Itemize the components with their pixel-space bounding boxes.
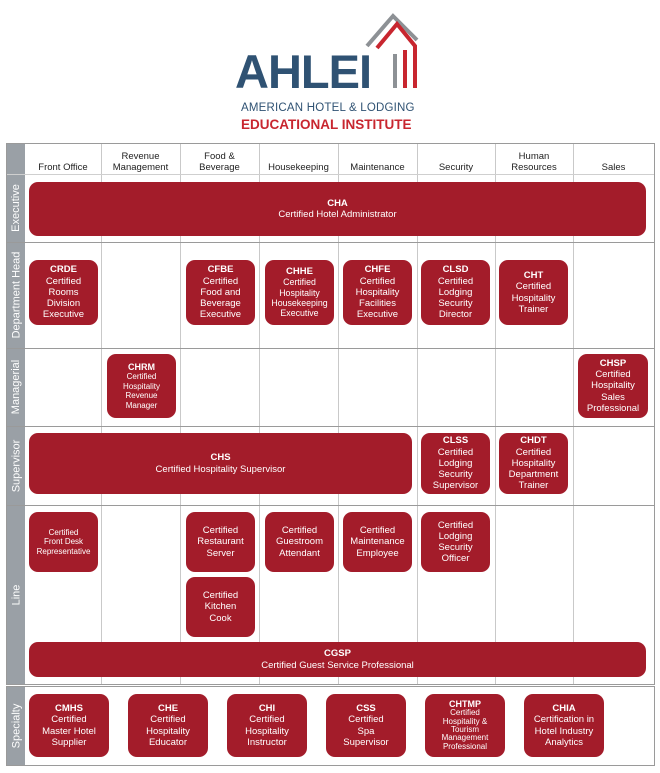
cert-code: CRDE [50, 264, 77, 276]
cert-name: Certified Maintenance Employee [350, 525, 405, 559]
cert-card-clsd[interactable] [421, 260, 490, 325]
cert-card-chfe[interactable] [343, 260, 412, 325]
cert-card-css[interactable] [326, 694, 406, 757]
column-header-human-resources: Human Resources [511, 151, 557, 174]
cert-name: Certified Lodging Security Officer [437, 519, 474, 565]
cert-name: Certified Hospitality Revenue Manager [123, 372, 160, 410]
row-label-supervisor: Supervisor [10, 439, 23, 492]
cert-card-chia[interactable] [524, 694, 604, 757]
cert-card-chrm[interactable] [107, 354, 176, 418]
cert-card-lodging-security-officer[interactable] [421, 512, 490, 572]
cert-code: CHI [258, 703, 276, 715]
logo-wordmark: AHLEI [235, 45, 371, 98]
row-label-specialty: Specialty [10, 703, 23, 749]
cert-card-cfbe[interactable] [186, 260, 255, 325]
cert-name: Certified Hospitality & Tourism Management Professional [441, 708, 489, 751]
cert-name: Certified Front Desk Representative [36, 527, 91, 556]
cert-code: CHT [523, 270, 544, 282]
cert-name: Certified Lodging Security Director [437, 275, 474, 321]
ahlei-logo [235, 10, 425, 130]
cert-code: CMHS [55, 703, 83, 715]
cert-name: Certified Restaurant Server [197, 525, 244, 559]
cert-card-chs[interactable] [29, 433, 412, 494]
cert-name: Certified Guest Service Professional [261, 659, 414, 671]
certification-grid [6, 143, 655, 685]
cert-card-chdt[interactable] [499, 433, 568, 494]
cert-name: Certified Guestroom Attendant [276, 525, 323, 559]
cert-card-cmhs[interactable] [29, 694, 109, 757]
cert-name: Certified Hospitality Educator [146, 714, 190, 748]
cert-card-chsp[interactable] [578, 354, 648, 418]
cert-code: CSS [356, 703, 376, 715]
column-header-revenue-management: Revenue Management [112, 151, 169, 174]
row-divider [7, 242, 654, 243]
column-header-front-office: Front Office [38, 162, 88, 174]
row-label-department-head: Department Head [10, 251, 23, 339]
cert-card-kitchen-cook[interactable] [186, 577, 255, 637]
cert-code: CHE [157, 703, 179, 715]
row-divider [7, 426, 654, 427]
cert-code: CHS [210, 452, 231, 464]
cert-card-maintenance-employee[interactable] [343, 512, 412, 572]
cert-code: CLSS [442, 435, 469, 447]
row-divider [7, 505, 654, 506]
cert-code: CHA [327, 197, 348, 209]
column-header-security: Security [438, 162, 474, 174]
cert-card-cgsp[interactable] [29, 642, 646, 677]
cert-code: CGSP [324, 648, 351, 660]
cert-card-chi[interactable] [227, 694, 307, 757]
column-header-maintenance: Maintenance [350, 162, 405, 174]
house-roof-icon [363, 10, 419, 90]
row-divider [7, 348, 654, 349]
cert-name: Certified Spa Supervisor [343, 714, 389, 748]
cert-name: Certified Rooms Division Executive [42, 275, 85, 321]
cert-name: Certified Hospitality Supervisor [155, 463, 286, 475]
cert-name: Certified Hotel Administrator [278, 209, 397, 220]
cert-code: CHDT [520, 435, 547, 447]
cert-name: Certified Kitchen Cook [202, 590, 239, 624]
specialty-section [6, 686, 655, 766]
cert-name: Certified Hospitality Instructor [245, 714, 289, 748]
cert-code: CHSP [599, 357, 627, 369]
cert-card-crde[interactable] [29, 260, 98, 325]
cert-card-chhe[interactable] [265, 260, 334, 325]
cert-name: Certified Food and Beverage Executive [199, 275, 242, 321]
cert-name: Certified Hospitality Department Trainer [508, 446, 559, 492]
cert-code: CHHE [286, 266, 313, 278]
cert-code: CHFE [364, 264, 391, 276]
cert-card-che[interactable] [128, 694, 208, 757]
cert-card-cht[interactable] [499, 260, 568, 325]
cert-name: Certified Hospitality Housekeeping Executive [271, 277, 328, 319]
column-header-sales: Sales [601, 162, 626, 174]
cert-card-guestroom-attendant[interactable] [265, 512, 334, 572]
row-label-line: Line [10, 584, 23, 605]
cert-name: Certification in Hotel Industry Analytics [533, 714, 595, 748]
logo-subtitle-line2: EDUCATIONAL INSTITUTE [241, 117, 412, 132]
column-header-food-beverage: Food & Beverage [199, 151, 240, 174]
cert-name: Certified Hospitality Trainer [511, 281, 556, 315]
cert-card-restaurant-server[interactable] [186, 512, 255, 572]
cert-name: Certified Master Hotel Supplier [42, 714, 96, 748]
cert-code: CHIA [552, 703, 576, 715]
cert-name: Certified Lodging Security Supervisor [432, 446, 479, 492]
cert-name: Certified Hospitality Sales Professional [586, 369, 640, 414]
logo-subtitle-line1: AMERICAN HOTEL & LODGING [241, 102, 415, 114]
row-label-managerial: Managerial [10, 359, 23, 415]
cert-name: Certified Hospitality Facilities Executive [355, 275, 400, 321]
cert-code: CLSD [442, 264, 469, 276]
cert-code: CFBE [207, 264, 234, 276]
cert-card-front-desk-representative[interactable] [29, 512, 98, 572]
column-header-housekeeping: Housekeeping [268, 162, 329, 174]
cert-card-chtmp[interactable] [425, 694, 505, 757]
cert-card-clss[interactable] [421, 433, 490, 494]
cert-code: CHTMP [449, 698, 481, 709]
cert-code: CHRM [128, 361, 155, 372]
row-label-executive: Executive [10, 184, 23, 232]
cert-card-cha[interactable] [29, 182, 646, 236]
